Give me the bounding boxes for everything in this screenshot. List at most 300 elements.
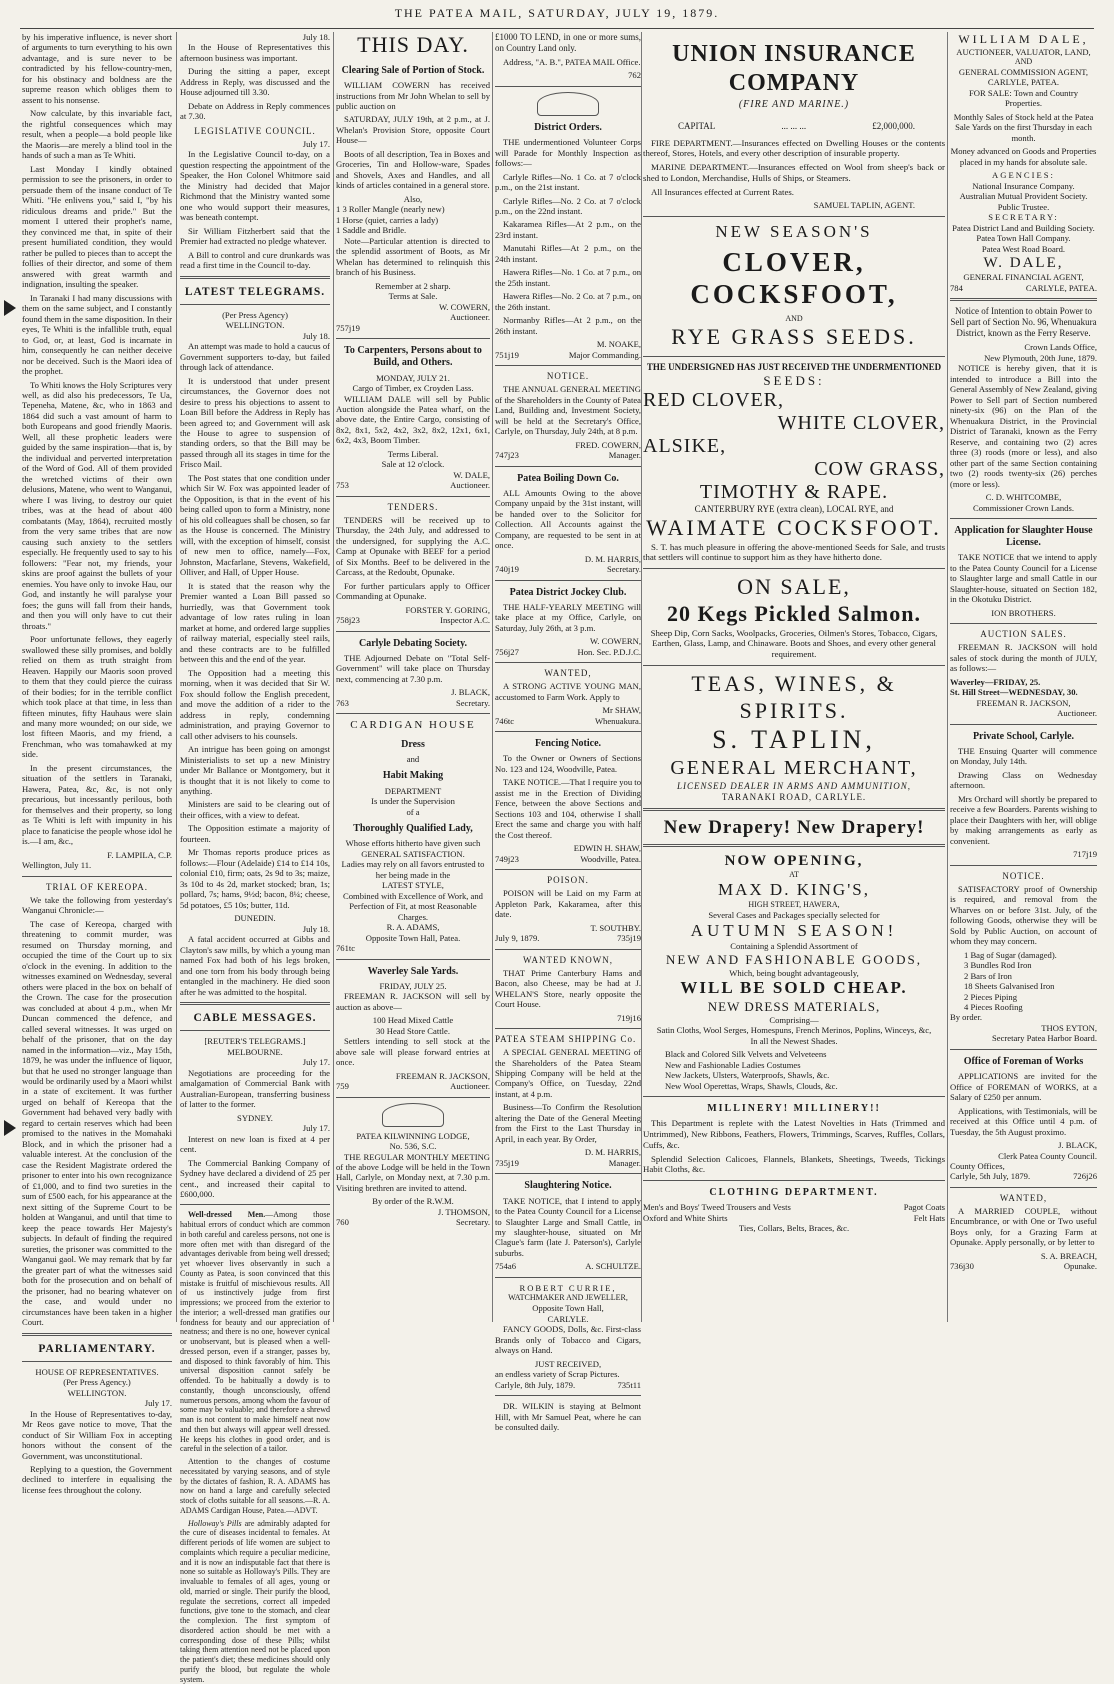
ad-signature: FREEMAN R. JACKSON, xyxy=(395,1070,490,1081)
ad-text: FIRE DEPARTMENT.—Insurances effected on Dwelling Houses or the contents thereof, Stores, Hotels, and every other description of insurable property. xyxy=(643,137,945,159)
ad-text: Whose efforts hitherto have given such xyxy=(345,838,481,849)
ad-text: Mrs Orchard will shortly be prepared to receive a few Boarders. Parents wishing to place their Daughters with her, will oblige by making arrangements as early as convenient. xyxy=(950,793,1097,846)
divider xyxy=(22,876,172,877)
ad-heading: CLOTHING DEPARTMENT. xyxy=(709,1187,879,1199)
ad-text: Comprising— xyxy=(769,1014,819,1025)
ad-text: Drawing Class on Wednesday afternoon. xyxy=(950,769,1097,791)
ad-code: 760 xyxy=(336,1217,349,1228)
drapery-item: Black and Colored Silk Velvets and Velveteens xyxy=(665,1049,827,1060)
ad-heading: ON SALE, xyxy=(737,574,851,600)
ad-signature-title: Hon. Sec. P.D.J.C. xyxy=(577,646,641,657)
ad-signature: C. D. WHITCOMBE, xyxy=(985,492,1062,503)
ad-heading: Notice of Intention to obtain Power to Sell part of Section No. 96, Whenuakura District, known as the Ferry Reserve. xyxy=(950,306,1097,339)
ad-text: LATEST STYLE, xyxy=(382,880,444,891)
divider xyxy=(495,662,641,663)
article-paragraph: It is understood that under present circumstances, the Governor does not desire to press his objections to assent to Loan Bill before the Address in Reply has been agreed to; and Government will ask the House to agree to suspension of standing orders, so that the Bill may be passed through all its stages in time for the Frisco Mail. xyxy=(180,375,330,470)
ad-text: an endless variety of Scrap Pictures. xyxy=(495,1369,620,1380)
agency-item: National Insurance Company. xyxy=(972,180,1075,191)
article-paragraph: In the House of Representatives this afternoon business was important. xyxy=(180,42,330,63)
ad-title: THIS DAY. xyxy=(357,32,469,57)
ad-text: Containing a Splendid Assortment of xyxy=(730,941,858,952)
divider xyxy=(336,1097,490,1098)
dateline-date: July 18. xyxy=(302,32,330,42)
ad-signature: W. COWERN, xyxy=(438,301,490,312)
ad-item: 1 3 Roller Mangle (nearly new) xyxy=(336,204,445,215)
clothing-item: Oxford and White Shirts xyxy=(643,1212,728,1223)
goods-item: 3 Bundles Rod Iron xyxy=(964,960,1032,971)
ad-text: TAKE NOTICE that we intend to apply to the Patea County Council for a License to Slaughter large and small Cattle in our Slaughter-house, situated on Section 182, in the Okotuku District. xyxy=(950,552,1097,605)
article-paragraph: by his imperative influence, is never short of arguments to turn everything to his own advantage, and is sure never to be contradicted by his fellow-country-men, for his obstinacy and boldness are the supreme reason which obliges them to assent to his nonsense. xyxy=(22,32,172,105)
ad-item: Normanby Rifles—At 2 p.m., on the 26th instant. xyxy=(495,315,641,336)
ad-text: TAKE NOTICE.—That I require you to assist me in the Erection of Dividing Fence, between the above Sections and Sections 103 and 104, otherwise I shall Erect the same and charge you with half the Cost thereof. xyxy=(495,777,641,840)
ad-date: MONDAY, JULY 21. xyxy=(376,372,450,383)
divider xyxy=(643,844,945,847)
dateline-place: WELLINGTON. xyxy=(225,320,285,331)
dateline-place: SYDNEY. xyxy=(237,1112,273,1123)
article-paragraph: The Opposition had a meeting this morning, when it was decided that Sir W. Fox should follow the English precedent, and move the addition of a rider to the address in reply, condemning administration, and praying Governor to call other advisers to his counsels. xyxy=(180,667,330,741)
ad-date: July 9, 1879. xyxy=(495,933,540,944)
dateline-date: July 18. xyxy=(302,330,330,341)
ad-signature: EDWIN H. SHAW, xyxy=(573,843,641,854)
ad-text: Ladies may rely on all favors entrusted to her being made in the xyxy=(341,859,485,880)
ad-item: Carlyle Rifles—No. 2 Co. at 7 o'clock p.m., on the 22nd instant. xyxy=(495,195,641,216)
drapery-item: New and Fashionable Ladies Costumes xyxy=(665,1059,801,1070)
ad-text: TAKE NOTICE, that I intend to apply to the Patea County Council for a License to Slaughter Large and Small Cattle, in my slaughter-house, situated on Mr Clague's farm (late J. Paterson's), Carlyle suburbs. xyxy=(495,1195,641,1258)
divider xyxy=(495,466,641,467)
column-rule xyxy=(492,32,493,1322)
ad-text: Thoroughly Qualified Lady, xyxy=(353,823,473,834)
ad-text: SATURDAY, JULY 19th, at 2 p.m., at J. Whelan's Provision Store, opposite Court House— xyxy=(336,114,490,146)
ad-signature: J. BLACK, xyxy=(451,687,490,698)
dateline-place: WELLINGTON. xyxy=(67,1387,127,1398)
agency-line: (Per Press Agency) xyxy=(222,309,288,320)
ad-text: SATISFACTORY proof of Ownership is required, and removal from the Wharves on or before 31st. July, of the following Goods, otherwise they will be Sold by Public Auction, on account of whom they may concern. xyxy=(950,883,1097,947)
ad-heading: Fencing Notice. xyxy=(534,738,602,750)
ad-code: 758j23 xyxy=(336,615,360,626)
ad-text: All Insurances effected at Current Rates. xyxy=(651,186,794,197)
ad-text: Combined with Excellence of Work, and Perfection of Fit, at most Reasonable Charges. xyxy=(343,890,483,922)
ad-heading: AUCTION SALES. xyxy=(980,629,1067,640)
ad-signature-title: Auctioneer. xyxy=(450,312,490,323)
column-5-wide-ads xyxy=(643,32,945,1322)
column-rule xyxy=(176,32,177,1322)
goods-item: 2 Bars of Iron xyxy=(964,970,1012,981)
column-rule xyxy=(333,32,334,1322)
ad-title: AUTUMN SEASON! xyxy=(690,920,898,940)
ad-heading: POISON. xyxy=(547,875,589,886)
article-paragraph: Debate on Address in Reply commences at 7.30. xyxy=(180,100,330,122)
section-heading: CABLE MESSAGES. xyxy=(193,1012,317,1025)
goods-item: 2 Pieces Piping xyxy=(964,991,1017,1002)
divider xyxy=(950,623,1097,624)
ad-text: Note—Particular attention is directed to the splendid assortment of Boots, as Mr Whelan has determined to relinquish this branch of his Business. xyxy=(336,235,490,278)
ad-text: Also, xyxy=(403,193,423,204)
ad-signature: R. A. ADAMS, xyxy=(386,922,440,933)
ad-heading: TENDERS. xyxy=(387,501,439,512)
ad-code: 735j19 xyxy=(617,933,641,944)
masthead: THE PATEA MAIL, SATURDAY, JULY 19, 1879. xyxy=(394,6,720,20)
subheading: HOUSE OF REPRESENTATIVES. xyxy=(35,1366,159,1377)
ad-heading: PATEA KILWINNING LODGE, xyxy=(356,1130,470,1141)
clothing-item: Pagot Coats xyxy=(903,1202,945,1213)
article-paragraph: An intrigue has been going on amongst Ministerialists to set up a new Ministry under Mr Ballance or Montgomery, but it is thought that it is not likely to come to anything. xyxy=(180,744,330,796)
article-paragraph: It is stated that the reason why the Premier wanted a Loan Bill passed so hurriedly, was that Government took advantage of low rates ruling in loan market at home, and ordered large supplies of railway material, especially steel rails, and these contracts are to be fulfilled between this and the end of the year. xyxy=(180,580,330,665)
dateline-place: MELBOURNE. xyxy=(227,1046,283,1057)
subheading: LEGISLATIVE COUNCIL. xyxy=(194,125,316,136)
clothing-item: Ties, Collars, Belts, Braces, &c. xyxy=(738,1223,850,1234)
ad-title: 20 Kegs Pickled Salmon. xyxy=(666,600,921,626)
royal-arms-icon xyxy=(537,92,599,116)
divider xyxy=(336,338,490,339)
ad-text: Several Cases and Packages specially selected for xyxy=(708,910,880,921)
ad-title: RYE GRASS SEEDS. xyxy=(671,324,917,350)
divider xyxy=(180,304,330,305)
ad-text: Dress xyxy=(401,738,425,750)
ad-text: FANCY GOODS, Dolls, &c. First-class Brands only of Tobacco and Cigars, always on Hand. xyxy=(495,1324,641,1356)
seed-item: RED CLOVER, xyxy=(643,388,784,411)
ad-text: THE REGULAR MONTHLY MEETING of the above Lodge will be held in the Town Hall, Carlyle, on Monday next, at 7.30 p.m. Visiting brethren are invited to attend. xyxy=(336,1151,490,1193)
ad-signature: J. BLACK, xyxy=(1058,1140,1097,1151)
ad-text: DR. WILKIN is staying at Belmont Hill, with Mr Samuel Peat, where he can be consulted daily. xyxy=(495,1401,641,1432)
ad-heading: Office of Foreman of Works xyxy=(963,1055,1084,1067)
ad-text: Is under the Supervision xyxy=(371,796,455,807)
clothing-item: Men's and Boys' Tweed Trousers and Vests xyxy=(643,1202,791,1213)
ad-text: Sale at 12 o'clock. xyxy=(381,459,445,470)
ad-item: Waverley—FRIDAY, 25. xyxy=(950,676,1041,687)
ad-signature-title: Secretary. xyxy=(455,1217,490,1228)
section-heading: LATEST TELEGRAMS. xyxy=(184,285,326,298)
ad-text: GENERAL SATISFACTION. xyxy=(361,848,465,859)
ad-heading: Carlyle Debating Society. xyxy=(358,637,468,649)
ad-text: Cargo of Timber, ex Croyden Lass. xyxy=(352,383,474,394)
ad-signature-title: Secretary. xyxy=(455,697,490,708)
ad-title: WILLIAM DALE, xyxy=(958,32,1089,46)
ad-text: WILLIAM DALE will sell by Public Auction alongside the Patea wharf, on the above date, the Entire Cargo, consisting of 8x2, 8x1, 5x2, 4x2, 3x2, 8x2, 12x1, 6x1, 6x2, 4x3, Boom Timber. xyxy=(336,393,490,446)
divider xyxy=(643,665,945,666)
ad-text: ALL Amounts Owing to the above Company unpaid by the 31st instant, will be handed over to the Solicitor for Collection. All Accounts against the Company, are requested to be sent in at once. xyxy=(495,487,641,551)
ad-text: Which, being bought advantageously, xyxy=(729,967,859,978)
ad-signature-title: Auctioneer. xyxy=(450,1081,490,1092)
ad-date: Carlyle, 8th July, 1879. xyxy=(495,1379,576,1390)
dateline-date: July 17. xyxy=(302,138,330,149)
divider xyxy=(495,731,641,732)
ad-subtitle: AUCTIONEER, VALUATOR, LAND, xyxy=(956,46,1091,57)
column-rule xyxy=(947,32,948,1322)
ad-signature-title: Manager. xyxy=(608,450,641,461)
ad-heading: Private School, Carlyle. xyxy=(972,730,1075,742)
ad-signature: J. THOMSON, xyxy=(437,1206,490,1217)
ad-code: 763 xyxy=(336,697,349,708)
seed-item: ALSIKE, xyxy=(643,434,727,457)
ad-signature-title: Auctioneer. xyxy=(450,480,490,491)
ad-signature: D. M. HARRIS, xyxy=(584,1147,641,1158)
ad-text: MARINE DEPARTMENT.—Insurances effected on Wool from sheep's back or shed to London, Merchandise, Hulls of Ships, or Steamers. xyxy=(643,162,945,183)
ad-signature-title: Whenuakura. xyxy=(594,715,641,726)
article-paragraph: During the sitting a paper, except Address in Reply, was discussed and the House adjourned till 3.30. xyxy=(180,66,330,98)
ad-signature: SAMUEL TAPLIN, AGENT. xyxy=(813,200,915,211)
divider xyxy=(643,1180,945,1181)
ad-subheading: WATCHMAKER AND JEWELLER, xyxy=(508,1293,628,1303)
ad-signature-title: Inspector A.C. xyxy=(440,615,490,626)
ad-title: W. DALE, xyxy=(983,255,1064,272)
ad-text: Address, "A. B.", PATEA MAIL Office. xyxy=(503,56,641,67)
article-paragraph: An attempt was made to hold a caucus of Government supporters to-day, but failed through lack of attendance. xyxy=(180,341,330,373)
ad-date: New Plymouth, 20th June, 1879. xyxy=(984,352,1097,363)
ad-title: UNION INSURANCE COMPANY xyxy=(672,41,916,97)
ad-address: CARLYLE, PATEA. xyxy=(1025,282,1097,293)
ad-signature-title: Clerk Patea County Council. xyxy=(998,1150,1097,1161)
ad-text: County Offices, xyxy=(950,1160,1005,1171)
ad-text: AT xyxy=(789,870,799,879)
capital-label: CAPITAL xyxy=(678,120,716,131)
ad-text: To the Owner or Owners of Sections No. 123 and 124, Woodville, Patea. xyxy=(495,753,641,774)
article-paragraph: We take the following from yesterday's Wanganui Chronicle:— xyxy=(22,894,172,916)
ad-text: By order. xyxy=(950,1012,982,1023)
clothing-item: Felt Hats xyxy=(913,1212,945,1223)
ad-heading: ROBERT CURRIE, xyxy=(519,1282,617,1293)
ad-code: 761tc xyxy=(336,943,356,954)
dateline-date: July 17. xyxy=(302,1123,330,1134)
ad-heading: SEEDS: xyxy=(763,372,825,388)
ad-code: 759 xyxy=(336,1081,349,1092)
article-paragraph: Negotiations are proceeding for the amalgamation of Commercial Bank with Australian-European, transferring business of latter to the former. xyxy=(180,1067,330,1110)
article-paragraph: The Commercial Banking Company of Sydney have declared a dividend of 25 per cent., and increased their capital to £600,000. xyxy=(180,1157,330,1199)
ad-title: WILL BE SOLD CHEAP. xyxy=(680,978,908,998)
divider xyxy=(950,865,1097,866)
ad-text: POISON will be Laid on my Farm at Appleton Park, Kakaramea, after this date. xyxy=(495,888,641,920)
ad-heading: Patea District Jockey Club. xyxy=(509,586,627,598)
ad-heading: WANTED KNOWN, xyxy=(523,954,613,965)
ad-text: THE Ensuing Quarter will commence on Monday, July 14th. xyxy=(950,745,1097,767)
ad-heading: Slaughtering Notice. xyxy=(524,1180,612,1192)
column-2 xyxy=(180,32,331,1684)
divider xyxy=(180,1002,330,1005)
ad-text: S. T. has much pleasure in offering the above-mentioned Seeds for Sale, and trusts that settlers will continue to support him as they have hitherto done. xyxy=(643,541,945,563)
dateline-date: July 18. xyxy=(302,923,330,934)
ad-address: CARLYLE. xyxy=(547,1313,589,1324)
ad-signature: S. A. BREACH, xyxy=(1040,1250,1097,1261)
ad-text: JUST RECEIVED, xyxy=(534,1358,602,1369)
seed-item: COW GRASS, xyxy=(814,457,945,480)
ad-text: Settlers intending to sell stock at the above sale will please forward entries at once. xyxy=(336,1036,490,1068)
ad-item: Kakaramea Rifles—At 2 p.m., on the 23rd instant. xyxy=(495,219,641,240)
ad-code: 756j27 xyxy=(495,646,519,657)
divider xyxy=(950,1187,1097,1188)
ad-text: AND xyxy=(785,314,803,324)
ad-text: DEPARTMENT xyxy=(384,785,442,796)
ad-text: A MARRIED COUPLE, without Encumbrance, or with One or Two useful Boys only, for a Grazing Farm at Opunake. Apply personally, or by letter to xyxy=(950,1205,1097,1248)
seed-item: TIMOTHY & RAPE. xyxy=(699,480,889,503)
article-paragraph: Sir William Fitzherbert said that the Premier had extracted no pledge whatever. xyxy=(180,225,330,247)
ad-signature: FREEMAN R. JACKSON, xyxy=(976,697,1071,708)
ad-signature-title: Opunake. xyxy=(1063,1261,1097,1272)
divider xyxy=(950,724,1097,725)
dateline-date: July 17. xyxy=(144,1398,172,1409)
ad-signature: T. SOUTHBY. xyxy=(590,922,641,933)
goods-item: 4 Pieces Roofing xyxy=(964,1001,1023,1012)
ad-text: THAT Prime Canterbury Hams and Bacon, also Cheese, may be had at J. WHELAN'S Store, nearly opposite the Court House. xyxy=(495,967,641,1010)
ad-heading: Waverley Sale Yards. xyxy=(367,965,459,977)
divider xyxy=(495,86,641,87)
letter-signature: F. LAMPILA, C.P. xyxy=(107,849,172,860)
ad-subtitle: GENERAL MERCHANT, xyxy=(670,757,918,780)
ad-code: 762 xyxy=(628,70,641,81)
ad-text: Applications, with Testimonials, will be received at this Office until 4 p.m. of Tuesday, the 5th August proximo. xyxy=(950,1105,1097,1137)
ad-text: Remember at 2 sharp. xyxy=(375,280,451,291)
ad-text: Sheep Dip, Corn Sacks, Woolpacks, Groceries, Oilmen's Stores, Tobacco, Cigars, Earthen, Glass, Lamp, and Chinaware. Boots and Shoes, and every other general requirement. xyxy=(650,627,938,660)
ad-text: Splendid Selection Calicoes, Flannels, Blankets, Sheetings, Tweeds, Tickings Habit Cloths, &c. xyxy=(643,1153,945,1175)
ad-subtitle: (FIRE AND MARINE.) xyxy=(738,98,850,110)
goods-item: 1 Bag of Sugar (damaged). xyxy=(964,949,1057,960)
article-paragraph: In the present circumstances, the situation of the settlers in Taranaki, Hawera, Patea, &c, &c, is not only precarious, but incessantly perilous, both for themselves and their property, so long as Te Whiti is left with impunity in his place to fanaticise the people whose idol he is.—I am, &c., xyxy=(22,762,172,847)
column-4 xyxy=(495,32,641,1432)
ad-code: 747j23 xyxy=(495,450,519,461)
ad-item: 1 Saddle and Bridle. xyxy=(336,225,407,236)
ad-item: 30 Head Store Cattle. xyxy=(376,1025,450,1036)
ad-text: £1000 TO LEND, in one or more sums, on Country Land only. xyxy=(495,32,641,53)
ad-code: 726j26 xyxy=(1073,1171,1097,1182)
divider xyxy=(336,631,490,632)
ad-text: Habit Making xyxy=(382,770,444,782)
article-heading: TRIAL OF KEREOPA. xyxy=(45,881,149,892)
ad-signature-title: Commissioner Crown Lands. xyxy=(973,502,1074,513)
ad-text: Boots of all description, Tea in Boxes and Groceries, Tin and Hollow-ware, Spades and Shovels, Axes and Handles, and all kinds of articles contained in a general store. xyxy=(336,148,490,191)
article-paragraph: A fatal accident occurred at Gibbs and Clayton's saw mills, by which a young man named Fox had both of his legs broken, and one torn from his body through being entangled in the machinery. He died soon after he was admitted to the hospital. xyxy=(180,934,330,997)
ad-heading: To Carpenters, Persons about to Build, and Others. xyxy=(344,345,482,369)
ad-address: Opposite Town Hall, xyxy=(532,1303,604,1314)
capital-value: £2,000,000. xyxy=(872,120,915,131)
divider xyxy=(495,869,641,870)
ad-item: 1 Horse (quiet, carries a lady) xyxy=(336,214,439,225)
ad-text: In all the Newest Shades. xyxy=(750,1035,838,1046)
ad-code: 719j16 xyxy=(617,1012,641,1023)
dateline-place: DUNEDIN. xyxy=(234,913,276,924)
ad-date: FRIDAY, JULY 25. xyxy=(379,980,447,991)
ad-heading: SECRETARY: xyxy=(988,212,1059,223)
ad-heading: District Orders. xyxy=(534,121,602,133)
divider xyxy=(180,1204,330,1205)
drapery-item: New Jackets, Ulsters, Waterproofs, Shawls, &c. xyxy=(665,1070,830,1081)
ad-signature: D. M. HARRIS, xyxy=(584,553,641,564)
secretary-item: Patea Town Hall Company. xyxy=(976,233,1071,244)
ad-text: CANTERBURY RYE (extra clean), LOCAL RYE, and xyxy=(694,503,894,514)
goods-item: 18 Sheets Galvanised Iron xyxy=(964,981,1055,992)
ad-code: 757j19 xyxy=(336,322,360,333)
ad-signature-title: Secretary. xyxy=(606,564,641,575)
divider xyxy=(643,808,945,811)
ad-heading: NOTICE. xyxy=(1002,870,1045,881)
ad-text: Crown Lands Office, xyxy=(1024,342,1097,353)
letter-place: Wellington, July 11. xyxy=(22,860,92,871)
ad-text: This Department is replete with the Latest Novelties in Hats (Trimmed and Untrimmed), New Ribbons, Feathers, Flowers, Trimmings, Scarves, Ruffles, Collars, Cuffs, &c. xyxy=(643,1118,945,1150)
capital-dots: ... ... ... xyxy=(781,120,807,131)
ad-heading: TEAS, WINES, & SPIRITS. xyxy=(691,670,897,723)
article-paragraph: The Opposition estimate a majority of fourteen. xyxy=(180,823,330,844)
item-heading: Holloway's Pills xyxy=(188,1518,242,1528)
agency-item: Public Trustee. xyxy=(997,201,1050,212)
article-paragraph: Attention to the changes of costume necessitated by varying seasons, and of style by the dictates of fashion, R. A. ADAMS has now on hand a large and carefully selected stock of cloths suitable for all seasons.—R. A. ADAMS Cardigan House, Patea.—ADVT. xyxy=(180,1457,330,1515)
divider xyxy=(643,356,945,357)
article-paragraph: Last Monday I kindly obtained permission to see the prisoners, in order to persuade them of the insane conduct of Te Whiti. "He enlivens you," said I, "by his ridiculous dreams and pride." But the moment I uttered their prophet's name, they convinced me that, in spite of their present humiliated condition, they would rather be pulled to pieces than to accept the follies of their director, and some of them answered with great warmth and indignation, insulting the speaker. xyxy=(22,163,172,290)
ad-heading: Patea Boiling Down Co. xyxy=(517,472,619,484)
article-paragraph: A Bill to control and cure drunkards was read a first time in the Council to-day. xyxy=(180,249,330,271)
ad-heading: NOTICE. xyxy=(546,371,590,382)
divider xyxy=(495,1395,641,1396)
divider xyxy=(495,580,641,581)
ad-title: MAX D. KING'S, xyxy=(718,879,870,899)
ad-signature: THOS EYTON, xyxy=(1041,1022,1097,1033)
ad-code: 751j19 xyxy=(495,349,519,360)
ad-text: FOR SALE: Town and Country Properties. xyxy=(968,87,1079,109)
divider xyxy=(495,365,641,366)
article-paragraph: To Whiti knows the Holy Scriptures very well, as did also his predecessors, Te Ua, Tepeneha, Matene, &c, who in 1863 and 1864 did such a vast amount of harm to both Europeans and good friendly Maoris. Well, all these prophetic leaders were guided by the same inspiration—that is, by the individual and perverted interpretation of the Word of God. All of them provided the wretched victims of their own delusions, Matene, who went to Wanganui, where I was living, to destroy our quiet tribes, was at the head of about 400 combatants (May, 1864), recruited mostly from the very same tribes that are now causing such anxiety to the settlers especially. He frequently used to say to his followers: "Fear not, my friends, your skins are proof against the bullets of your enemies. You have only to invoke Hau, our God, and instantly he will paralyse your foes; the guns will fall from their hands, and then you will only have to cut their throats." xyxy=(22,379,172,631)
ad-signature: W. DALE, xyxy=(453,469,490,480)
divider xyxy=(950,518,1097,519)
divider xyxy=(495,949,641,950)
drapery-item: New Wool Operettas, Wraps, Shawls, Clouds, &c. xyxy=(665,1080,838,1091)
column-6 xyxy=(950,32,1097,1322)
masonic-emblem-icon xyxy=(382,1103,444,1127)
article-paragraph: are admirably adapted for the cure of diseases incidental to females. At different periods of life women are subject to complaints which require a peculiar medicine, and it is now an indisputable fact that there is none so suitable as Holloway's Pills. They are invaluable to females of all ages, young or old, married or single. Their purify the blood, regulate the secretions, correct all impeded functions, give tone to the stomach, and clear the complexion. The first symptom of disordered action should be met with a corresponding dose of these Pills; whilst taking them attention need not be placed upon the patient's diet; these medicines should only purify the blood, but regulate the whole system. xyxy=(180,1518,331,1684)
ad-heading: Application for Slaughter House License. xyxy=(954,525,1093,549)
ad-signature-title: Auctioneer. xyxy=(1057,708,1097,719)
ad-text: Monthly Sales of Stock held at the Patea Sale Yards on the first Thursday in each month. xyxy=(953,111,1094,143)
ad-title: CLOVER, COCKSFOOT, xyxy=(690,246,898,310)
article-paragraph: Replying to a question, the Government declined to interfere in equalising the license fees throughout the colony. xyxy=(22,1463,172,1495)
ad-text: THE HALF-YEARLY MEETING will take place at my Office, Carlyle, on Saturday, July 26th, at 3 p.m. xyxy=(495,601,641,633)
ad-code: 784 xyxy=(950,282,963,293)
secretary-item: Patea District Land and Building Society. xyxy=(952,222,1095,233)
ad-signature: A. SCHULTZE. xyxy=(585,1261,641,1272)
ad-text: TENDERS will be received up to Thursday, the 24th July, and addressed to the undersigned, for supplying the A.C. Camp at Opunake with BEEF for a period of Six Months. Beef to be delivered in the Carcass, at the Redoubt, Opunake. xyxy=(336,514,490,578)
ad-code: 753 xyxy=(336,480,349,491)
ad-code: 736j30 xyxy=(950,1261,974,1272)
ad-text: FREEMAN R. JACKSON will sell by auction as above— xyxy=(336,991,490,1012)
ad-text: Terms Liberal. xyxy=(387,448,439,459)
ad-text: NOTICE is hereby given, that it is intended to introduce a Bill into the General Assembly of New Zealand, giving Power to Sell part of Section numbered ninety-six (96) on the Plan of the Whenuakura District, in the Provincial District of Taranaki, known as the Ferry Reserve, and containing two (2) acres three (3) roods (more or less), and also other part of the same Section containing two (2) roods twenty-six (26) perches (more or less). xyxy=(950,363,1098,489)
margin-pointer-icon xyxy=(4,1120,16,1136)
ad-text: Satin Cloths, Wool Serges, Homespuns, French Merinos, Poplins, Winceys, &c, xyxy=(656,1025,932,1036)
agency-line: [REUTER'S TELEGRAMS.] xyxy=(204,1036,306,1047)
ad-item: Manutahi Rifles—At 2 p.m., on the 24th instant. xyxy=(495,243,641,264)
ad-text: APPLICATIONS are invited for the Office of FOREMAN of WORKS, at a Salary of £250 per annum. xyxy=(950,1071,1097,1103)
divider xyxy=(495,1277,641,1278)
ad-heading: WANTED, xyxy=(544,668,592,679)
divider xyxy=(643,1096,945,1097)
ad-subtitle: GENERAL COMMISSION AGENT, xyxy=(958,66,1089,77)
divider xyxy=(336,959,490,960)
ad-text: WILLIAM COWERN has received instructions from Mr John Whelan to sell by public auction on xyxy=(336,80,490,111)
column-1 xyxy=(22,32,172,1495)
ad-text: THE ANNUAL GENERAL MEETING of the Shareholders in the County of Patea Land, Building and, Investment Society, will be held at the Secretary's Office, Carlyle, on Thursday, July 24th, at 8 p.m. xyxy=(495,384,641,437)
ad-address: Opposite Town Hall, Patea. xyxy=(365,932,461,943)
ad-text: For further particulars apply to Officer Commanding at Opunake. xyxy=(336,580,490,602)
ad-signature: FRED. COWERN, xyxy=(575,439,641,450)
ad-subtitle: NEW AND FASHIONABLE GOODS, xyxy=(666,951,922,967)
ad-subtitle: NEW DRESS MATERIALS, xyxy=(707,999,881,1015)
article-paragraph: In Taranaki I had many discussions with them on the same subject, and I constantly found them in the same disposition. In their eyes, Te Whiti is the infallible truth, equal to God, or, at least, God is incarnate in him, consequently he can neither deceive nor be deceived. Such is the Maori idea of the prophet. xyxy=(22,292,172,377)
item-heading: Well-dressed Men. xyxy=(188,1210,266,1220)
divider xyxy=(495,1173,641,1174)
ad-heading: NOW OPENING, xyxy=(724,852,864,869)
article-paragraph: Poor unfortunate fellows, they eagerly swallowed these silly promises, and boldly relied on them as truth straight from Heaven. Happily our Maoris soon proved to them that they could pierce the cuirass of their bodies; for in the terrible conflict which took place at that time, in less than fifteen minutes, fifty Hauhaus were slain and many more wounded; on our side, we lost fifteen Maoris, and my friend, a Frenchman, who was tomahawked at my side. xyxy=(22,634,172,760)
divider xyxy=(180,276,330,279)
ad-text: FREEMAN R. JACKSON will hold sales of stock during the month of JULY, as follows:— xyxy=(950,642,1097,674)
divider xyxy=(950,298,1097,301)
ad-signature-title: Secretary Patea Harbor Board. xyxy=(992,1033,1097,1044)
ad-date: Carlyle, 5th July, 1879. xyxy=(950,1171,1031,1182)
article-paragraph: The case of Kereopa, charged with threatening to commit murder, was resumed on Thursday morning, and occupied the time of the Court up to six o'clock in the evening. In addition to the witnesses examined on Wednesday, several others were placed in the box on behalf of the Crown. The case for the prosecution was concluded at about 4 p.m., when Mr Duncan commenced the defence, and called several witnesses. It was urged on behalf of the prisoner, that on the day named in the information—viz., May 15th, 1879, he was under the influence of liquor, but that he used no stronger language than would be ordinarily used by a Maori whilst in a state of excitement. It was further urged on behalf of Kereopa that the Government had behaved very badly with regard to certain reserves which had been promised to the natives in the Momahaki Block, and in which the prisoner had a valuable interest. At the conclusion of the case the Resident Magistrate ordered the prisoner to enter into his own recognizance of £1,000, and to find two sureties in the sum of £500 each, for his appearance at the next sitting of the Supreme Court to be holden at Wanganui, and until that time to keep the peace towards Her Majesty's subjects. In default of finding the required sureties, the prisoner was committed to the Wanganui gaol. We may remark that by far the greater part of what the witnesses said both for the prosecution and on behalf of the prisoner, had no bearing whatever on the case, and would under no circumstances have been taken in a higher Court. xyxy=(22,918,172,1328)
